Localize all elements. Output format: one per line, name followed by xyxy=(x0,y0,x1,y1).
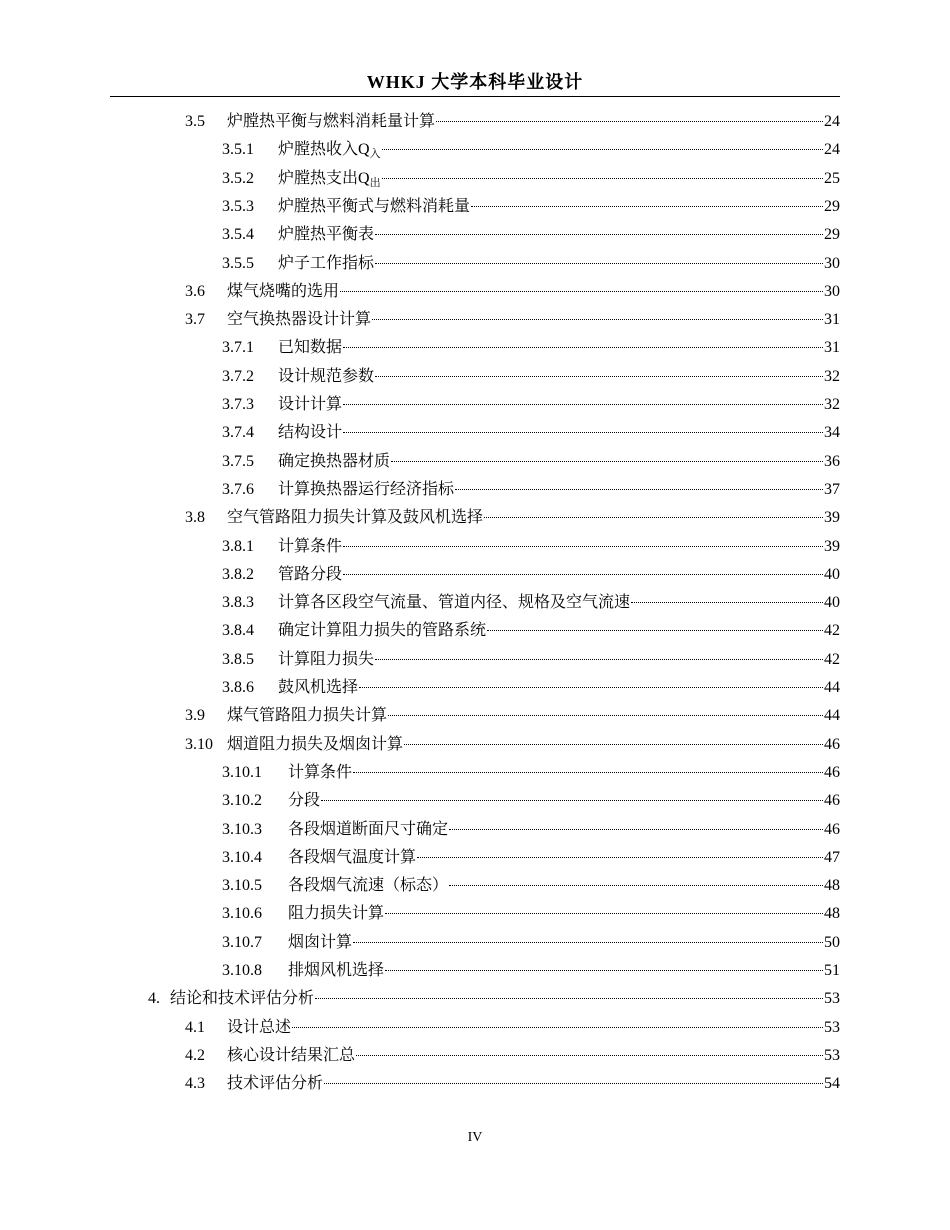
toc-entry-number: 3.7.1 xyxy=(222,339,254,357)
toc-entry-title-text: 炉膛热收入Q xyxy=(278,141,370,159)
toc-dot-leader xyxy=(375,263,823,264)
toc-entry[interactable] xyxy=(222,476,840,504)
toc-dot-leader xyxy=(321,800,823,801)
toc-entry-title-text: 结构设计 xyxy=(278,424,343,442)
toc-dot-leader xyxy=(315,998,823,999)
toc-dot-leader xyxy=(375,659,823,660)
toc-entry-number: 3.10.2 xyxy=(222,792,262,810)
toc-dot-leader xyxy=(343,574,823,575)
toc-entry-page: 31 xyxy=(824,339,840,357)
toc-entry-page: 40 xyxy=(824,594,840,612)
toc-entry-title xyxy=(227,702,387,730)
toc-entry-title-text: 设计总述 xyxy=(227,1018,292,1036)
toc-entry-title xyxy=(227,306,371,334)
toc-entry-title xyxy=(278,221,374,249)
toc-dot-leader xyxy=(343,404,823,405)
toc-entry-number: 3.10.3 xyxy=(222,820,262,838)
toc-entry-title-text: 各段烟气温度计算 xyxy=(288,848,417,866)
toc-dot-leader xyxy=(343,432,823,433)
toc-dot-leader xyxy=(353,772,823,773)
toc-entry[interactable] xyxy=(185,504,840,532)
toc-entry-number: 3.8.2 xyxy=(222,565,254,583)
toc-dot-leader xyxy=(375,376,823,377)
toc-entry-page: 30 xyxy=(824,282,840,300)
toc-entry[interactable] xyxy=(222,759,840,787)
toc-entry-title xyxy=(278,193,470,221)
toc-entry-title-text: 阻力损失计算 xyxy=(288,905,385,923)
toc-entry-number: 3.7.5 xyxy=(222,452,254,470)
toc-entry[interactable] xyxy=(222,561,840,589)
toc-entry[interactable] xyxy=(222,165,840,193)
toc-entry-title xyxy=(278,561,342,589)
toc-entry-number: 3.5 xyxy=(185,113,205,130)
toc-entry[interactable] xyxy=(222,419,840,447)
toc-dot-leader xyxy=(324,1083,823,1084)
toc-entry-title-text: 空气换热器设计计算 xyxy=(227,311,372,329)
toc-entry-number: 3.5.4 xyxy=(222,226,254,244)
toc-entry-title-text: 管路分段 xyxy=(278,565,343,583)
toc-dot-leader xyxy=(382,178,823,179)
toc-entry[interactable] xyxy=(222,872,840,900)
toc-entry-number: 4.2 xyxy=(185,1046,205,1064)
toc-entry-number: 4. xyxy=(148,990,160,1008)
toc-entry-title xyxy=(278,136,381,168)
toc-dot-leader xyxy=(353,942,823,943)
toc-entry[interactable] xyxy=(185,1070,840,1098)
toc-entry-page: 36 xyxy=(824,452,840,470)
toc-entry-title-text: 煤气烧嘴的选用 xyxy=(227,282,340,300)
toc-entry-title-text: 确定换热器材质 xyxy=(278,452,391,470)
toc-entry-number: 3.7.6 xyxy=(222,480,254,498)
toc-entry-title-text: 排烟风机选择 xyxy=(288,962,385,979)
toc-entry[interactable] xyxy=(185,731,840,759)
toc-entry-title xyxy=(278,476,454,504)
toc-entry[interactable] xyxy=(222,448,840,476)
toc-entry-number: 4.3 xyxy=(185,1075,205,1093)
toc-entry-page: 46 xyxy=(824,735,840,753)
toc-entry-title-text: 空气管路阻力损失计算及鼓风机选择 xyxy=(227,509,484,527)
toc-entry-number: 3.8.5 xyxy=(222,650,254,668)
toc-entry-title-text: 已知数据 xyxy=(278,339,343,357)
toc-entry-number: 3.8.1 xyxy=(222,537,254,555)
toc-entry-title-text: 煤气管路阻力损失计算 xyxy=(227,707,388,725)
toc-entry-page: 39 xyxy=(824,509,840,527)
toc-entry-title xyxy=(227,1042,355,1070)
toc-entry-number: 3.7.3 xyxy=(222,396,254,413)
toc-entry[interactable] xyxy=(222,589,840,617)
toc-dot-leader xyxy=(631,602,823,603)
header-title: WHKJ 大学本科毕业设计 xyxy=(366,72,584,92)
toc-entry-title-text: 设计计算 xyxy=(278,396,343,413)
toc-entry-page: 29 xyxy=(824,197,840,215)
toc-entry-number: 4.1 xyxy=(185,1018,205,1036)
toc-entry-title-text: 炉膛热平衡与燃料消耗量计算 xyxy=(227,113,436,130)
toc-entry-title-text: 分段 xyxy=(288,792,321,810)
toc-entry-number: 3.10.5 xyxy=(222,877,262,895)
toc-entry[interactable] xyxy=(185,278,840,306)
toc-dot-leader xyxy=(436,121,823,122)
toc-entry-title-text: 设计规范参数 xyxy=(278,367,375,385)
toc-entry-number: 3.10.1 xyxy=(222,763,262,781)
toc-entry-number: 3.7.2 xyxy=(222,367,254,385)
toc-entry-title xyxy=(278,589,630,617)
toc-entry-number: 3.10.7 xyxy=(222,933,262,951)
toc-entry-title-text: 各段烟道断面尺寸确定 xyxy=(288,820,449,838)
toc-dot-leader xyxy=(487,630,823,631)
toc-entry-number: 3.8 xyxy=(185,509,205,527)
toc-entry-page: 44 xyxy=(824,707,840,725)
toc-entry-title xyxy=(278,419,342,447)
toc-entry-title xyxy=(288,787,320,815)
toc-entry-number: 3.10.4 xyxy=(222,848,262,866)
toc-entry-title-text: 鼓风机选择 xyxy=(278,679,359,696)
toc-entry-title xyxy=(278,674,358,702)
toc-entry-page: 46 xyxy=(824,820,840,838)
toc-dot-leader xyxy=(340,291,823,292)
toc-entry-number: 3.5.2 xyxy=(222,169,254,187)
toc-entry[interactable] xyxy=(185,1014,840,1042)
toc-entry-page: 32 xyxy=(824,367,840,385)
toc-entry[interactable] xyxy=(222,136,840,164)
toc-entry-title xyxy=(288,759,352,787)
toc-entry[interactable] xyxy=(185,702,840,730)
toc-entry[interactable] xyxy=(222,334,840,362)
toc-entry-title xyxy=(288,957,384,985)
toc-entry[interactable] xyxy=(222,193,840,221)
page-number: IV xyxy=(467,1130,483,1145)
toc-entry[interactable] xyxy=(222,844,840,872)
toc-entry[interactable] xyxy=(222,221,840,249)
toc-entry-title-text: 炉膛热平衡表 xyxy=(278,226,375,244)
toc-entry-title-text: 计算条件 xyxy=(288,763,353,781)
toc-entry-number: 3.8.3 xyxy=(222,594,254,612)
toc-entry-number: 3.8.6 xyxy=(222,679,254,696)
toc-entry-page: 48 xyxy=(824,877,840,895)
toc-entry-title-text: 炉膛热平衡式与燃料消耗量 xyxy=(278,197,471,215)
toc-entry-title xyxy=(278,646,374,674)
toc-entry-number: 3.7.4 xyxy=(222,424,254,442)
toc-entry-title-text: 炉膛热支出Q xyxy=(278,169,370,187)
toc-entry-page: 53 xyxy=(824,990,840,1008)
toc-dot-leader xyxy=(382,149,823,150)
toc-entry[interactable] xyxy=(222,617,840,645)
toc-entry-title xyxy=(227,1014,291,1042)
toc-entry-title-text: 计算条件 xyxy=(278,537,343,555)
toc-entry-title-text: 烟道阻力损失及烟囱计算 xyxy=(227,735,404,753)
toc-entry-title-text: 计算阻力损失 xyxy=(278,650,375,668)
toc-entry[interactable] xyxy=(222,533,840,561)
toc-dot-leader xyxy=(404,744,823,745)
toc-entry[interactable] xyxy=(222,250,840,278)
toc-entry-title xyxy=(278,617,486,645)
toc-dot-leader xyxy=(385,913,823,914)
toc-entry-title xyxy=(278,391,342,419)
toc-entry-page: 29 xyxy=(824,226,840,244)
toc-entry-number: 3.7 xyxy=(185,311,205,329)
toc-entry-title xyxy=(227,108,435,136)
toc-entry-title-text: 核心设计结果汇总 xyxy=(227,1046,356,1064)
toc-dot-leader xyxy=(449,829,823,830)
toc-dot-leader xyxy=(385,970,823,971)
toc-dot-leader xyxy=(471,206,823,207)
toc-entry[interactable] xyxy=(222,816,840,844)
toc-entry-page: 48 xyxy=(824,905,840,923)
toc-entry-page: 51 xyxy=(824,962,840,979)
toc-dot-leader xyxy=(449,885,823,886)
toc-entry-page: 46 xyxy=(824,792,840,810)
toc-entry-page: 39 xyxy=(824,537,840,555)
toc-entry[interactable] xyxy=(222,929,840,957)
toc-entry-title xyxy=(278,250,374,278)
toc-entry-page: 42 xyxy=(824,650,840,668)
toc-entry-title xyxy=(278,448,390,476)
toc-entry-title-text: 技术评估分析 xyxy=(227,1075,324,1093)
toc-entry-page: 44 xyxy=(824,679,840,696)
toc-entry[interactable] xyxy=(185,306,840,334)
toc-entry-page: 24 xyxy=(824,141,840,159)
toc-entry-page: 46 xyxy=(824,763,840,781)
toc-entry[interactable] xyxy=(222,391,840,419)
toc-entry-title-text: 确定计算阻力损失的管路系统 xyxy=(278,622,487,640)
toc-entry-title xyxy=(278,363,374,391)
toc-entry-title xyxy=(288,816,448,844)
toc-entry-page: 25 xyxy=(824,169,840,187)
toc-entry-number: 3.9 xyxy=(185,707,205,725)
toc-entry-page: 53 xyxy=(824,1018,840,1036)
toc-entry-page: 47 xyxy=(824,848,840,866)
toc-entry-title-text: 结论和技术评估分析 xyxy=(170,990,315,1008)
toc-entry-title xyxy=(278,165,381,197)
toc-entry-page: 37 xyxy=(824,480,840,498)
toc-entry-page: 30 xyxy=(824,254,840,272)
toc-entry-title xyxy=(278,533,342,561)
toc-dot-leader xyxy=(375,234,823,235)
toc-dot-leader xyxy=(356,1055,823,1056)
toc-entry-page: 24 xyxy=(824,113,840,130)
toc-entry-title-text: 烟囱计算 xyxy=(288,933,353,951)
toc-entry[interactable] xyxy=(185,108,840,136)
toc-entry-title xyxy=(288,844,416,872)
toc-entry-page: 31 xyxy=(824,311,840,329)
toc-entry-title xyxy=(170,985,314,1013)
toc-dot-leader xyxy=(417,857,823,858)
toc-dot-leader xyxy=(388,715,823,716)
toc-dot-leader xyxy=(455,489,823,490)
toc-entry-subscript: 出 xyxy=(369,176,381,189)
toc-entry-number: 3.5.1 xyxy=(222,141,254,159)
toc-entry-title-text: 各段烟气流速（标态） xyxy=(288,877,449,895)
toc-entry-number: 3.10.6 xyxy=(222,905,262,923)
toc-entry-title xyxy=(288,900,384,928)
toc-entry-title xyxy=(278,334,342,362)
toc-entry-number: 3.8.4 xyxy=(222,622,254,640)
toc-entry[interactable] xyxy=(222,787,840,815)
toc-entry-title-text: 炉子工作指标 xyxy=(278,254,375,272)
toc-entry-number: 3.6 xyxy=(185,282,205,300)
toc-entry-title xyxy=(227,1070,323,1098)
toc-entry[interactable] xyxy=(222,957,840,985)
toc-entry-number: 3.5.3 xyxy=(222,197,254,215)
toc-dot-leader xyxy=(372,319,823,320)
toc-entry-page: 40 xyxy=(824,565,840,583)
toc-dot-leader xyxy=(391,461,823,462)
toc-entry[interactable] xyxy=(222,363,840,391)
page-header xyxy=(110,70,840,97)
toc-entry-title xyxy=(288,929,352,957)
toc-entry-page: 54 xyxy=(824,1075,840,1093)
toc-entry-page: 32 xyxy=(824,396,840,413)
toc-entry-title-text: 计算换热器运行经济指标 xyxy=(278,480,455,498)
toc-entry-number: 3.10.8 xyxy=(222,962,262,979)
toc-entry[interactable] xyxy=(185,1042,840,1070)
toc-dot-leader xyxy=(292,1027,823,1028)
toc-entry[interactable] xyxy=(222,646,840,674)
toc-entry[interactable] xyxy=(222,674,840,702)
toc-entry-title-text: 计算各区段空气流量、管道内径、规格及空气流速 xyxy=(278,594,631,612)
toc-entry-subscript: 入 xyxy=(369,148,381,161)
toc-entry-title xyxy=(227,278,339,306)
toc-entry-page: 42 xyxy=(824,622,840,640)
toc-entry-title xyxy=(227,731,403,759)
toc-entry[interactable] xyxy=(222,900,840,928)
toc-entry-page: 50 xyxy=(824,933,840,951)
toc-entry-title xyxy=(227,504,483,532)
toc-entry-page: 34 xyxy=(824,424,840,442)
toc-dot-leader xyxy=(343,546,823,547)
toc-entry[interactable] xyxy=(148,985,840,1013)
toc-entry-title xyxy=(288,872,448,900)
toc-entry-number: 3.5.5 xyxy=(222,254,254,272)
toc-entry-number: 3.10 xyxy=(185,735,213,753)
toc-dot-leader xyxy=(359,687,823,688)
toc-dot-leader xyxy=(343,347,823,348)
toc-entry-page: 53 xyxy=(824,1046,840,1064)
toc-dot-leader xyxy=(484,517,823,518)
